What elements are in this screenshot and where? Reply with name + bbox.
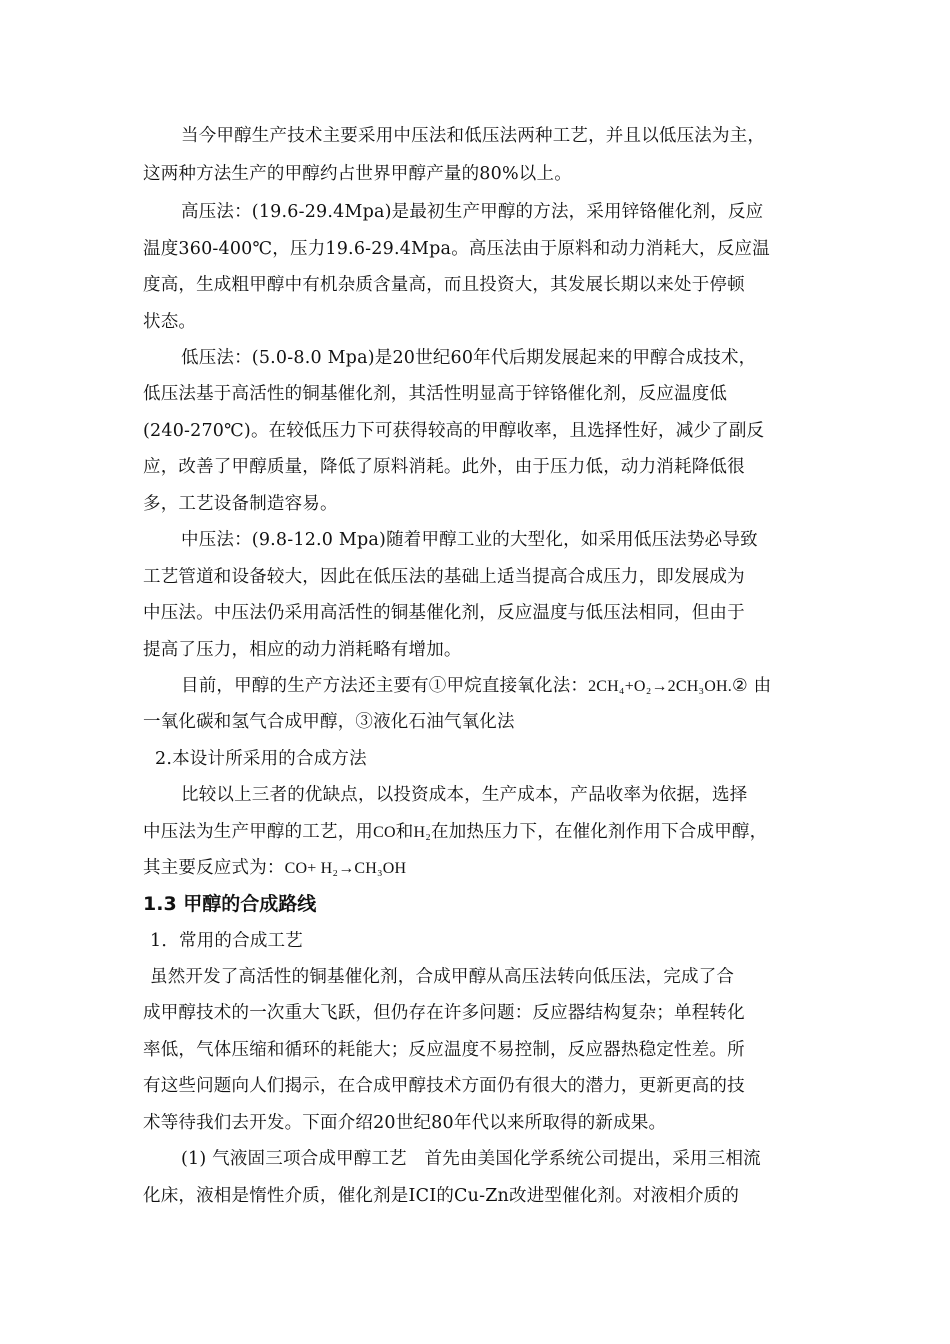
text-span: 其主要反应式为：: [143, 858, 285, 878]
paragraph-line: 成甲醇技术的一次重大飞跃，但仍存在许多问题：反应器结构复杂；单程转化: [143, 1003, 745, 1023]
chemical-formula: 2CH₄+O₂→2CH₃OH.: [588, 678, 732, 695]
paragraph-line: [143, 820, 823, 845]
chemical-formula: H₂: [413, 824, 431, 841]
paragraph-line: 虽然开发了高活性的铜基催化剂，合成甲醇从高压法转向低压法，完成了合: [150, 967, 735, 987]
paragraph-line: (1) 气液固三项合成甲醇工艺 首先由美国化学系统公司提出，采用三相流: [181, 1149, 761, 1169]
text-span: 目前，甲醇的生产方法还主要有①甲烷直接氧化法：: [181, 676, 589, 696]
paragraph-line: 应，改善了甲醇质量，降低了原料消耗。此外，由于压力低，动力消耗降低很: [143, 457, 745, 477]
paragraph-line: 状态。: [143, 312, 197, 332]
chemical-formula: CO+ H₂→CH₃OH: [284, 860, 407, 877]
paragraph-line: 率低，气体压缩和循环的耗能大；反应温度不易控制，反应器热稳定性差。所: [143, 1040, 745, 1060]
paragraph-line: 术等待我们去开发。下面介绍20世纪80年代以来所取得的新成果。: [143, 1113, 667, 1133]
paragraph-line: (240-270℃)。在较低压力下可获得较高的甲醇收率，且选择性好，减少了副反: [143, 421, 765, 441]
paragraph-line: 中压法：(9.8-12.0 Mpa)随着甲醇工业的大型化，如采用低压法势必导致: [181, 530, 758, 550]
chemical-formula: CO: [373, 824, 396, 841]
paragraph-line: 低压法：(5.0-8.0 Mpa)是20世纪60年代后期发展起来的甲醇合成技术，: [181, 348, 757, 368]
paragraph-line: 工艺管道和设备较大，因此在低压法的基础上适当提高合成压力，即发展成为: [143, 567, 745, 587]
paragraph-line: 这两种方法生产的甲醇约占世界甲醇产量的80%以上。: [143, 164, 572, 184]
paragraph-line: 多，工艺设备制造容易。: [143, 494, 338, 514]
paragraph-line: 提高了压力，相应的动力消耗略有增加。: [143, 640, 462, 660]
text-span: 中压法为生产甲醇的工艺，用: [143, 822, 374, 842]
paragraph-line: [143, 856, 823, 881]
sub-heading: 1．常用的合成工艺: [150, 931, 303, 951]
paragraph-line: 有这些问题向人们揭示，在合成甲醇技术方面仍有很大的潜力，更新更高的技: [143, 1076, 745, 1096]
text-span: 在加热压力下，在催化剂作用下合成甲醇，: [431, 822, 768, 842]
section-heading: 1.3 甲醇的合成路线: [143, 893, 317, 915]
text-span: ② 由: [731, 676, 772, 696]
paragraph-line: 化床，液相是惰性介质，催化剂是ICI的Cu-Zn改进型催化剂。对液相介质的: [143, 1186, 740, 1206]
paragraph-line: 比较以上三者的优缺点，以投资成本，生产成本，产品收率为依据，选择: [181, 785, 748, 805]
paragraph-line: 当今甲醇生产技术主要采用中压法和低压法两种工艺，并且以低压法为主，: [181, 126, 766, 146]
paragraph-line: 低压法基于高活性的铜基催化剂，其活性明显高于锌铬催化剂，反应温度低: [143, 384, 728, 404]
paragraph-line: 温度360-400℃，压力19.6-29.4Mpa。高压法由于原料和动力消耗大，反应温: [143, 239, 770, 259]
paragraph-line: 高压法：(19.6-29.4Mpa)是最初生产甲醇的方法，采用锌铬催化剂，反应: [181, 202, 764, 222]
paragraph-line: 一氧化碳和氢气合成甲醇，③液化石油气氧化法: [143, 712, 515, 732]
paragraph-line: [181, 674, 823, 699]
paragraph-line: 中压法。中压法仍采用高活性的铜基催化剂，反应温度与低压法相同，但由于: [143, 603, 745, 623]
sub-heading: 2.本设计所采用的合成方法: [155, 749, 367, 769]
paragraph-line: 度高，生成粗甲醇中有机杂质含量高，而且投资大，其发展长期以来处于停顿: [143, 275, 745, 295]
text-span: 和: [395, 822, 414, 842]
